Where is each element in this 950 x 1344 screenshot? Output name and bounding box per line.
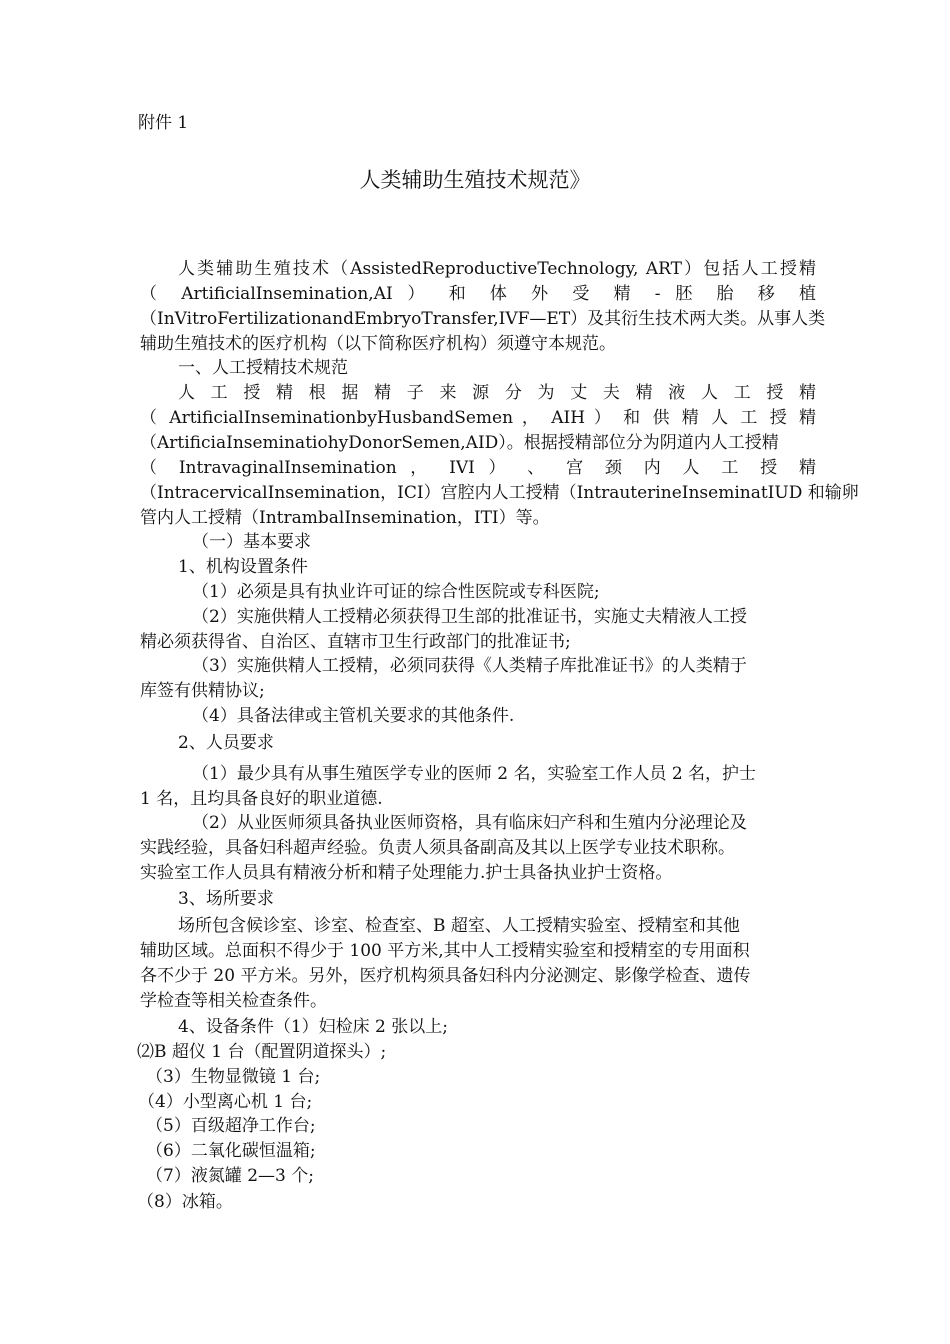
paragraph-line: 管内人工授精（IntrambalInsemination，ITI）等。 [140, 508, 550, 528]
document-title: 人类辅助生殖技术规范》 [359, 168, 591, 192]
list-item-continuation: 实验室工作人员具有精液分析和精子处理能力.护士具备执业护士资格。 [140, 863, 673, 883]
list-item: ⑵B 超仪 1 台（配置阴道探头）; [137, 1042, 387, 1062]
subsection-heading: 3、场所要求 [178, 889, 274, 909]
paragraph-line: 辅助生殖技术的医疗机构（以下简称医疗机构）须遵守本规范。 [140, 334, 616, 354]
paragraph-line: （IntracervicalInsemination，ICI）宫腔内人工授精（IntrauterineInseminatIUD 和输卵 [140, 483, 859, 503]
paragraph-line: （ ArtificialInsemination,AI ） 和 体 外 受 精 - 胚 胎 移 植 [140, 284, 816, 304]
paragraph-line: 人 工 授 精 根 据 精 子 来 源 分 为 丈 夫 精 液 人 工 授 精 [178, 383, 816, 403]
list-item: （2）实施供精人工授精必须获得卫生部的批准证书，实施丈夫精液人工授 [192, 607, 747, 627]
paragraph-line: 学检查等相关检查条件。 [140, 991, 327, 1011]
list-item: （8）冰箱。 [137, 1192, 233, 1212]
list-item: （1）最少具有从事生殖医学专业的医师 2 名，实验室工作人员 2 名，护士 [192, 764, 757, 784]
section-heading: 一、人工授精技术规范 [178, 358, 348, 378]
attachment-label: 附件 1 [138, 113, 189, 133]
list-item: （1）必须是具有执业许可证的综合性医院或专科医院; [192, 582, 600, 602]
list-item-continuation: 精必须获得省、自治区、直辖市卫生行政部门的批准证书; [140, 632, 571, 652]
list-item: （4）具备法律或主管机关要求的其他条件. [192, 706, 515, 726]
list-item: （4）小型离心机 1 台; [138, 1092, 313, 1112]
subsection-heading: 2、人员要求 [178, 733, 274, 753]
paragraph-line: 各不少于 20 平方米。另外，医疗机构须具备妇科内分泌测定、影像学检查、遗传 [140, 966, 751, 986]
list-item: （6）二氧化碳恒温箱; [146, 1141, 316, 1161]
subsection-heading: （一）基本要求 [192, 532, 311, 552]
paragraph-line: 辅助区域。总面积不得少于 100 平方米,其中人工授精实验室和授精室的专用面积 [140, 941, 750, 961]
list-item: （3）生物显微镜 1 台; [146, 1067, 321, 1087]
paragraph-line: （ArtificiaInseminatiohyDonorSemen,AID）。根据授精部位分为阴道内人工授精 [140, 433, 779, 453]
subsection-heading: 1、机构设置条件 [178, 557, 308, 577]
paragraph-line: 人类辅助生殖技术（AssistedReproductiveTechnology, ART）包括人工授精 [178, 259, 816, 279]
paragraph-line: 场所包含候诊室、诊室、检查室、B 超室、人工授精实验室、授精室和其他 [178, 916, 740, 936]
subsection-heading: 4、设备条件（1）妇检床 2 张以上; [178, 1017, 448, 1037]
list-item: （7）液氮罐 2—3 个; [146, 1166, 314, 1186]
list-item: （2）从业医师须具备执业医师资格，具有临床妇产科和生殖内分泌理论及 [192, 813, 747, 833]
list-item: （5）百级超净工作台; [146, 1116, 316, 1136]
list-item-continuation: 1 名，且均具备良好的职业道德. [140, 789, 383, 809]
list-item-continuation: 库签有供精协议; [140, 681, 265, 701]
paragraph-line: （InVitroFertilizationandEmbryoTransfer,IVF—ET）及其衍生技术两大类。从事人类 [140, 309, 826, 329]
paragraph-line: （ IntravaginalInsemination ， IVI ） 、 宫 颈 内 人 工 授 精 [140, 458, 816, 478]
paragraph-line: （ ArtificialInseminationbyHusbandSemen ， AIH ） 和 供 精 人 工 授 精 [140, 408, 816, 428]
list-item-continuation: 实践经验，具备妇科超声经验。负责人须具备副高及其以上医学专业技术职称。 [140, 838, 735, 858]
list-item: （3）实施供精人工授精，必须同获得《人类精子库批准证书》的人类精于 [192, 656, 747, 676]
